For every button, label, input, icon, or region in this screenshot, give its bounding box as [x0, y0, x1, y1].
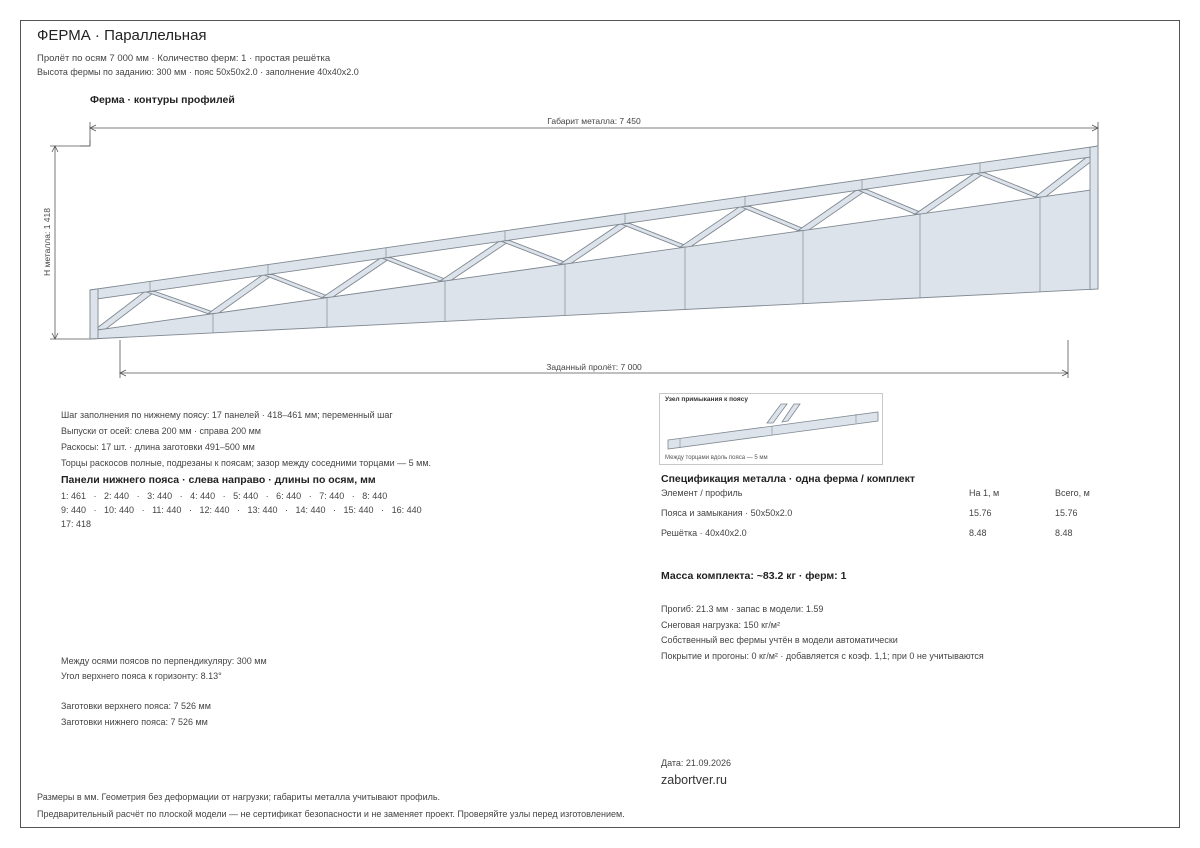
bottom-chord — [90, 189, 1098, 339]
span-dimension-label: Заданный пролёт: 7 000 — [546, 362, 642, 372]
kit-mass: Масса комплекта: ~83.2 кг · ферм: 1 — [661, 570, 847, 582]
top-chord-blanks: Заготовки верхнего пояса: 7 526 мм — [61, 701, 211, 711]
truss-drawing — [0, 0, 1200, 400]
spec-col-total: Всего, м — [1055, 488, 1090, 498]
spec-col-element: Элемент / профиль — [661, 488, 743, 498]
spec-header-row — [661, 488, 1101, 508]
note-ends: Торцы раскосов полные, подрезаны к поясам; зазор между соседними торцами — 5 мм. — [61, 458, 432, 468]
header-line-2: Высота фермы по заданию: 300 мм · пояс 50x50x2.0 · заполнение 40x40x2.0 — [37, 67, 359, 77]
panel-length: 7: 440 — [319, 491, 345, 501]
panel-separator: · — [220, 491, 229, 501]
note-overhangs: Выпуски от осей: слева 200 мм · справа 200 мм — [61, 426, 261, 436]
truss-brace — [381, 258, 450, 281]
note-braces: Раскосы: 17 шт. · длина заготовки 491–500 мм — [61, 442, 255, 452]
spec-cell-element: Решётка · 40x40x2.0 — [661, 528, 747, 538]
footer-note-1: Размеры в мм. Геометрия без деформации от нагрузки; габариты металла учитывают профиль. — [37, 792, 441, 802]
panel-separator: · — [263, 491, 272, 501]
panel-separator: · — [134, 491, 143, 501]
header-line-1: Пролёт по осям 7 000 мм · Количество ферм: 1 · простая решётка — [37, 53, 331, 64]
panel-length: 15: 440 — [343, 505, 374, 515]
drawing-heading: Ферма · контуры профилей — [90, 94, 235, 106]
spec-cell-total: 8.48 — [1055, 528, 1073, 538]
panels-row-2 — [61, 505, 422, 515]
panel-length: 6: 440 — [276, 491, 302, 501]
right-end-post — [1090, 146, 1098, 289]
panel-separator: · — [330, 505, 339, 515]
truss-brace — [500, 241, 570, 264]
node-detail-sketch — [660, 394, 882, 464]
bottom-chord-blanks: Заготовки нижнего пояса: 7 526 мм — [61, 717, 208, 727]
panel-length: 3: 440 — [147, 491, 173, 501]
panel-length: 8: 440 — [362, 491, 388, 501]
deflection: Прогиб: 21.3 мм · запас в модели: 1.59 — [661, 604, 824, 614]
panel-separator: · — [378, 505, 387, 515]
note-fill-step: Шаг заполнения по нижнему поясу: 17 панелей · 418–461 мм; переменный шаг — [61, 410, 393, 420]
spec-cell-element: Пояса и замыкания · 50x50x2.0 — [661, 508, 793, 518]
panel-length: 17: 418 — [61, 519, 92, 529]
panel-length: 2: 440 — [104, 491, 130, 501]
truss-brace — [620, 224, 690, 248]
spec-col-per-one: На 1, м — [969, 488, 1000, 498]
spec-cell-per-one: 15.76 — [969, 508, 992, 518]
spec-cell-per-one: 8.48 — [969, 528, 987, 538]
node-detail-title: Узел примыкания к поясу — [665, 396, 748, 403]
panel-separator: · — [177, 491, 186, 501]
panel-length: 14: 440 — [295, 505, 326, 515]
page-title: ФЕРМА · Параллельная — [37, 27, 207, 44]
spec-table — [661, 488, 1101, 548]
panel-length: 4: 440 — [190, 491, 216, 501]
panel-length: 1: 461 — [61, 491, 87, 501]
panel-separator: · — [234, 505, 243, 515]
truss-brace — [740, 206, 808, 230]
truss-brace — [975, 173, 1045, 197]
panels-row-3 — [61, 519, 91, 529]
height-dimension — [50, 146, 90, 339]
spec-heading: Спецификация металла · одна ферма / комплект — [661, 473, 916, 485]
panel-separator: · — [306, 491, 315, 501]
footer-note-2: Предварительный расчёт по плоской модели — не сертификат безопасности и не заменяет проект. Проверяйте узлы перед изготовлением. — [37, 809, 625, 819]
panel-length: 9: 440 — [61, 505, 87, 515]
panels-row-1 — [61, 491, 387, 501]
table-row — [661, 508, 1101, 528]
brand-link[interactable]: zabortver.ru — [661, 773, 728, 787]
height-dimension-label: H металла: 1 418 — [42, 208, 52, 276]
node-detail — [659, 393, 883, 465]
node-detail-caption: Между торцами вдоль пояса — 5 мм — [665, 455, 768, 461]
panel-separator: · — [186, 505, 195, 515]
truss-brace — [145, 291, 218, 313]
axis-distance: Между осями поясов по перпендикуляру: 300 мм — [61, 656, 267, 666]
panel-separator: · — [91, 491, 100, 501]
left-end-post — [90, 289, 98, 339]
roofing-note: Покрытие и прогоны: 0 кг/м² · добавляется с коэф. 1,1; при 0 не учитываются — [661, 651, 984, 661]
panels-heading: Панели нижнего пояса · слева направо · длины по осям, мм — [61, 474, 376, 486]
snow-load: Снеговая нагрузка: 150 кг/м² — [661, 620, 780, 630]
spec-cell-total: 15.76 — [1055, 508, 1078, 518]
top-chord-angle: Угол верхнего пояса к горизонту: 8.13° — [61, 671, 222, 681]
date: Дата: 21.09.2026 — [661, 758, 731, 768]
panel-length: 13: 440 — [247, 505, 278, 515]
span-dimension — [120, 340, 1068, 378]
panel-length: 12: 440 — [199, 505, 230, 515]
truss-brace — [263, 275, 332, 298]
overall-dimension-label: Габарит металла: 7 450 — [547, 116, 641, 126]
table-row — [661, 528, 1101, 548]
panel-length: 10: 440 — [104, 505, 135, 515]
self-weight-note: Собственный вес фермы учтён в модели автоматически — [661, 635, 898, 645]
panel-length: 16: 440 — [391, 505, 422, 515]
panel-separator: · — [139, 505, 148, 515]
truss-brace — [857, 190, 925, 214]
panel-separator: · — [282, 505, 291, 515]
panel-separator: · — [91, 505, 100, 515]
panel-length: 5: 440 — [233, 491, 259, 501]
panel-separator: · — [349, 491, 358, 501]
panel-length: 11: 440 — [152, 505, 182, 515]
